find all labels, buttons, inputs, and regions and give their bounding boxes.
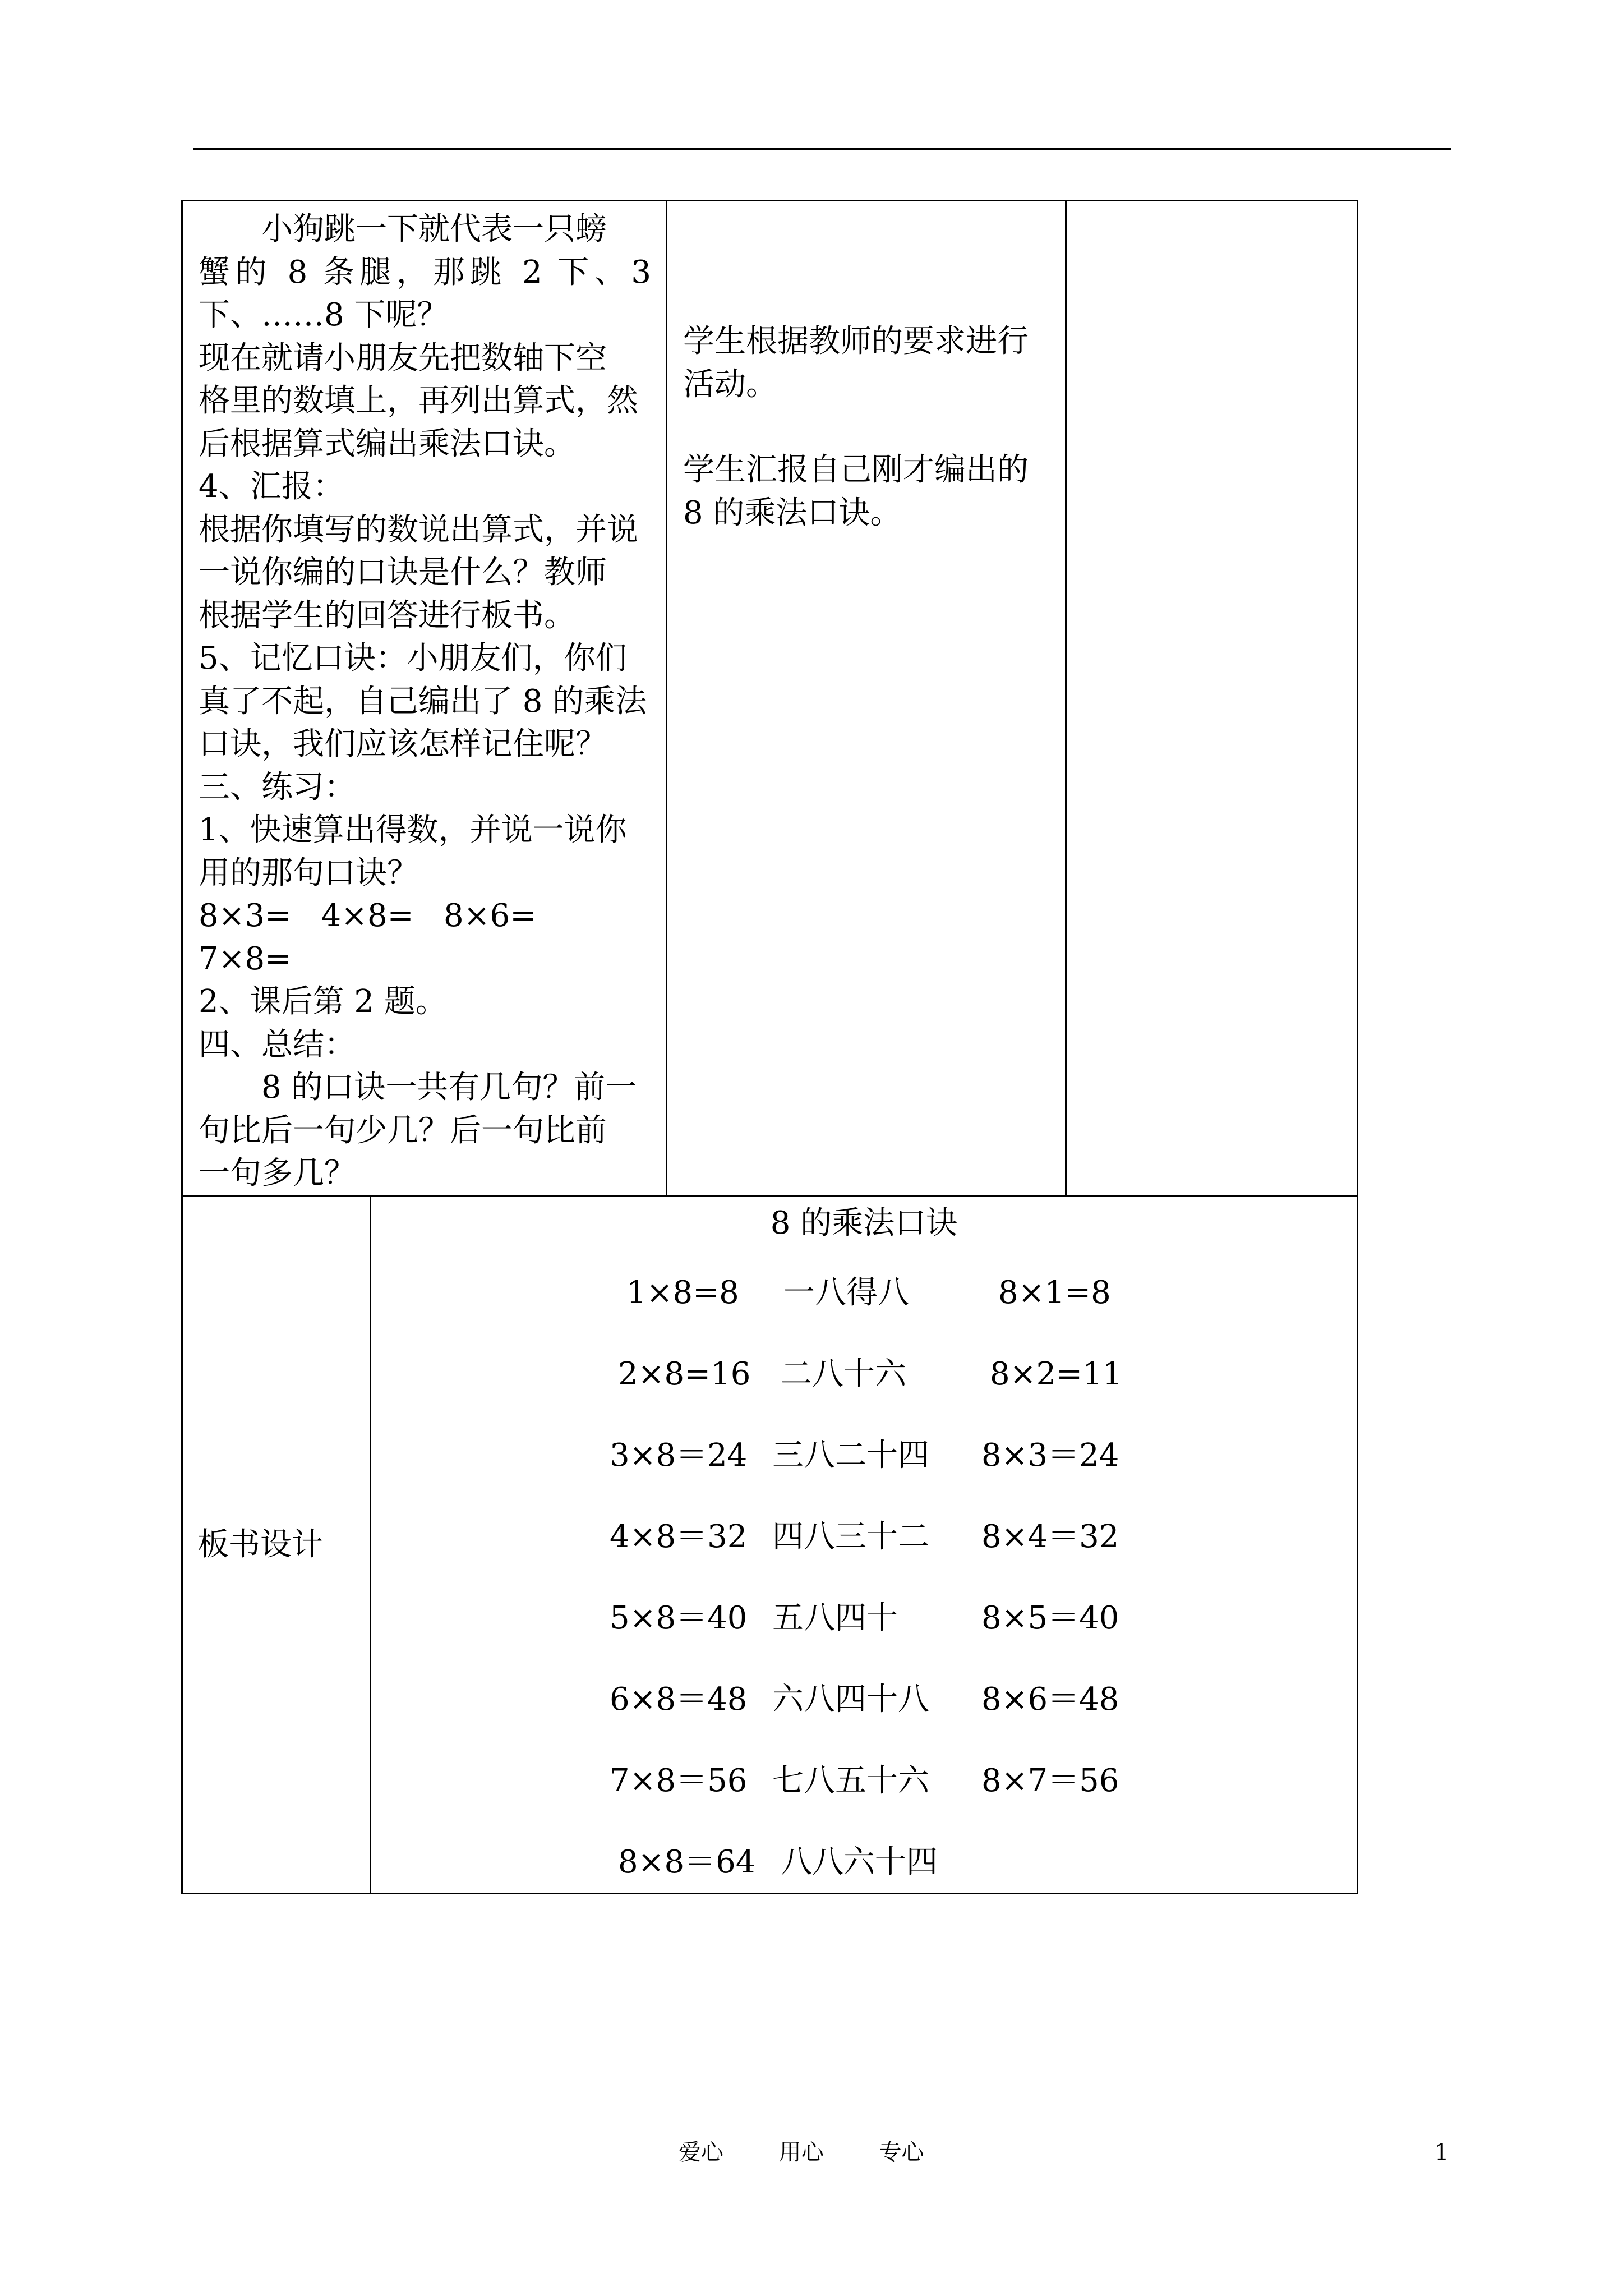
board-rhyme: 八八六十四	[781, 1843, 938, 1880]
board-title: 8 的乘法口诀	[770, 1204, 958, 1241]
teacher-line: 8×3= 4×8= 8×6= 7×8=	[199, 898, 566, 977]
student-line: 活动。	[683, 366, 777, 403]
teacher-line: 根据学生的回答进行板书。	[199, 597, 575, 634]
board-equation: 8×8＝64	[618, 1843, 756, 1880]
board-equation-reverse: 8×1=8	[998, 1274, 1111, 1311]
teacher-line: 1、快速算出得数，并说一说你	[199, 812, 627, 848]
teacher-line: 蟹的 8 条腿，那跳 2 下、3	[199, 254, 651, 291]
board-equation: 7×8＝56	[610, 1762, 748, 1799]
teacher-line: 根据你填写的数说出算式，并说	[199, 511, 638, 548]
board-rhyme: 六八四十八	[772, 1681, 929, 1718]
footer-word: 用心	[778, 2139, 824, 2165]
teacher-line: 用的那句口诀？	[199, 854, 418, 891]
board-rhyme: 三八二十四	[772, 1437, 929, 1474]
teacher-line: 小狗跳一下就代表一只螃	[261, 211, 607, 247]
footer-word: 爱心	[679, 2139, 723, 2165]
student-line: 学生根据教师的要求进行	[683, 323, 1029, 360]
teacher-line: 口诀，我们应该怎样记住呢？	[199, 726, 607, 762]
board-equation-reverse: 8×6＝48	[981, 1681, 1119, 1718]
teacher-line: 一句多几？	[199, 1155, 356, 1191]
board-rhyme: 五八四十	[772, 1599, 898, 1636]
page-number: 1	[1435, 2139, 1449, 2165]
teacher-line: 真了不起，自己编出了 8 的乘法	[199, 683, 647, 720]
lesson-table	[181, 200, 1358, 1894]
board-design-label: 板书设计	[197, 1526, 323, 1563]
board-rhyme: 七八五十六	[772, 1762, 929, 1799]
notes-cell	[1066, 201, 1358, 1197]
footer-word: 专心	[879, 2139, 924, 2165]
teacher-line: 下、……8 下呢？	[199, 297, 449, 333]
board-equation: 3×8＝24	[610, 1437, 748, 1474]
teacher-activity-cell	[182, 201, 667, 1197]
footer-motto	[679, 2138, 972, 2166]
teacher-line: 5、记忆口诀：小朋友们，你们	[199, 640, 627, 677]
teacher-line: 格里的数填上，再列出算式，然	[199, 383, 638, 419]
board-rhyme: 二八十六	[781, 1355, 906, 1392]
board-equation: 4×8＝32	[610, 1518, 748, 1555]
board-equation-reverse: 8×3＝24	[981, 1437, 1119, 1474]
board-equation-reverse: 8×4＝32	[981, 1518, 1119, 1555]
teacher-line: 8 的口诀一共有几句？前一	[261, 1069, 637, 1106]
teacher-line: 四、总结：	[199, 1026, 356, 1063]
student-line: 8 的乘法口诀。	[683, 494, 902, 531]
board-equation-reverse: 8×5＝40	[981, 1599, 1119, 1636]
board-design-label-cell	[182, 1196, 371, 1893]
teacher-line: 后根据算式编出乘法口诀。	[199, 425, 575, 462]
teacher-line: 4、汇报：	[199, 468, 344, 505]
board-equation: 2×8=16	[618, 1355, 751, 1392]
board-equation-reverse: 8×7＝56	[981, 1762, 1119, 1799]
board-rhyme: 四八三十二	[772, 1518, 929, 1555]
board-design-content-cell	[371, 1196, 1358, 1893]
board-equation: 6×8＝48	[610, 1681, 748, 1718]
teacher-line: 三、练习：	[199, 769, 356, 806]
teacher-line: 句比后一句少几？后一句比前	[199, 1112, 607, 1149]
teacher-activity-text	[199, 208, 651, 1195]
board-equation-reverse: 8×2=11	[990, 1355, 1123, 1392]
student-activity-cell	[667, 201, 1066, 1197]
board-design-row	[182, 1196, 1358, 1893]
teacher-line: 一说你编的口诀是什么？教师	[199, 554, 607, 591]
student-activity-block-1	[683, 320, 1052, 406]
process-row	[182, 201, 1358, 1197]
student-activity-block-2	[683, 449, 1052, 535]
board-equation: 5×8＝40	[610, 1599, 748, 1636]
teacher-line: 现在就请小朋友先把数轴下空	[199, 339, 607, 376]
board-rhyme: 一八得八	[783, 1274, 909, 1311]
board-equation: 1×8=8	[626, 1274, 739, 1311]
teacher-line: 2、课后第 2 题。	[199, 983, 447, 1020]
student-line: 学生汇报自己刚才编出的	[683, 452, 1029, 488]
header-rule	[193, 148, 1451, 150]
